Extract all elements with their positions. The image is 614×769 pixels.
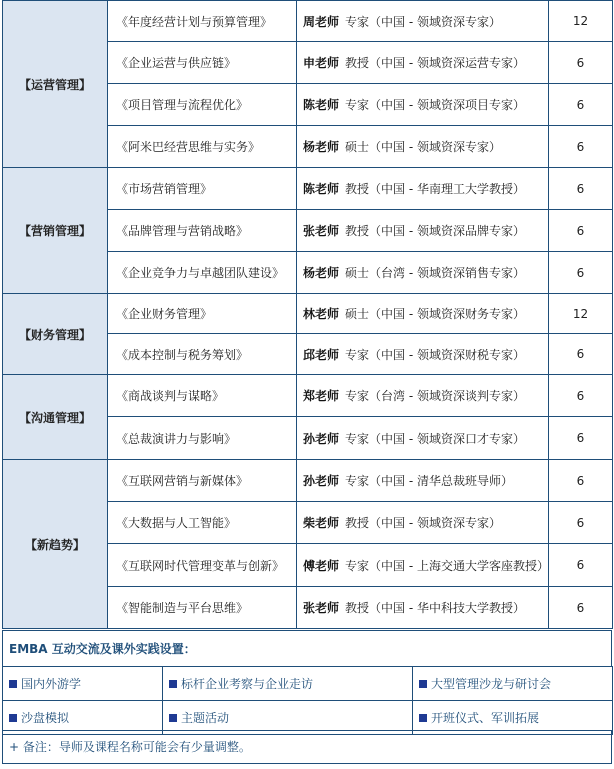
course-title: 《总裁演讲力与影响》 <box>108 417 297 460</box>
activity-label: 沙盘模拟 <box>21 711 70 725</box>
course-title: 《智能制造与平台思维》 <box>108 587 297 629</box>
course-hours: 12 <box>549 294 613 334</box>
activity-label: 大型管理沙龙与研讨会 <box>431 677 552 691</box>
course-row <box>3 168 613 210</box>
teacher-info: 专家（中国 - 上海交通大学客座教授） <box>345 558 549 573</box>
teacher-name: 陈老师 <box>303 98 340 112</box>
teacher-name: 申老师 <box>303 56 340 70</box>
course-title: 《项目管理与流程优化》 <box>108 84 297 126</box>
teacher-name: 周老师 <box>303 14 340 29</box>
category-label: 【营销管理】 <box>3 168 108 294</box>
teacher-cell <box>297 210 549 252</box>
course-hours: 12 <box>549 1 613 42</box>
teacher-name: 柴老师 <box>303 516 340 530</box>
teacher-cell <box>297 126 549 168</box>
teacher-info: 教授（中国 - 领域资深品牌专家） <box>345 224 525 238</box>
teacher-name: 张老师 <box>303 601 340 615</box>
course-hours: 6 <box>549 544 613 587</box>
teacher-cell <box>297 334 549 375</box>
teacher-cell <box>297 294 549 334</box>
teacher-cell <box>297 544 549 587</box>
teacher-info: 专家（中国 - 清华总裁班导师） <box>345 474 513 488</box>
teacher-info: 专家（中国 - 领域资深专家） <box>345 14 501 29</box>
activity-item <box>163 667 413 701</box>
category-label: 【财务管理】 <box>3 294 108 375</box>
square-bullet-icon <box>169 680 177 688</box>
teacher-info: 专家（中国 - 领域资深财税专家） <box>345 347 525 362</box>
activity-item <box>3 667 163 701</box>
course-row <box>3 1 613 42</box>
teacher-info: 教授（中国 - 领域资深专家） <box>345 516 501 530</box>
course-hours: 6 <box>549 126 613 168</box>
square-bullet-icon <box>169 714 177 722</box>
course-hours: 6 <box>549 334 613 375</box>
course-title: 《大数据与人工智能》 <box>108 502 297 544</box>
course-title: 《企业运营与供应链》 <box>108 42 297 84</box>
square-bullet-icon <box>9 680 17 688</box>
course-title: 《年度经营计划与预算管理》 <box>108 1 297 42</box>
teacher-cell <box>297 42 549 84</box>
teacher-info: 专家（台湾 - 领域资深谈判专家） <box>345 389 525 403</box>
category-label: 【运营管理】 <box>3 1 108 168</box>
activity-row <box>3 667 613 701</box>
teacher-cell <box>297 375 549 417</box>
course-title: 《商战谈判与谋略》 <box>108 375 297 417</box>
course-row <box>3 375 613 417</box>
teacher-name: 杨老师 <box>303 266 340 280</box>
teacher-name: 陈老师 <box>303 182 340 196</box>
course-hours: 6 <box>549 375 613 417</box>
course-hours: 6 <box>549 587 613 629</box>
course-title: 《互联网营销与新媒体》 <box>108 460 297 502</box>
teacher-info: 专家（中国 - 领域资深项目专家） <box>345 98 525 112</box>
teacher-name: 杨老师 <box>303 140 340 154</box>
teacher-info: 硕士（中国 - 领域资深财务专家） <box>345 307 525 321</box>
emba-title: EMBA 互动交流及课外实践设置： <box>2 630 612 666</box>
course-hours: 6 <box>549 84 613 126</box>
activity-label: 标杆企业考察与企业走访 <box>181 677 314 691</box>
teacher-name: 张老师 <box>303 224 340 238</box>
activity-item <box>413 667 613 701</box>
teacher-cell <box>297 1 549 42</box>
course-hours: 6 <box>549 210 613 252</box>
course-title: 《品牌管理与营销战略》 <box>108 210 297 252</box>
square-bullet-icon <box>419 680 427 688</box>
teacher-name: 郑老师 <box>303 389 340 403</box>
teacher-cell <box>297 460 549 502</box>
category-label: 【新趋势】 <box>3 460 108 629</box>
course-row <box>3 460 613 502</box>
course-title: 《市场营销管理》 <box>108 168 297 210</box>
teacher-name: 孙老师 <box>303 474 340 488</box>
teacher-info: 硕士（中国 - 领域资深专家） <box>345 140 501 154</box>
teacher-cell <box>297 502 549 544</box>
course-row <box>3 294 613 334</box>
course-title: 《互联网时代管理变革与创新》 <box>108 544 297 587</box>
note: + 备注：导师及课程名称可能会有少量调整。 <box>2 730 612 764</box>
course-title: 《成本控制与税务筹划》 <box>108 334 297 375</box>
teacher-cell <box>297 417 549 460</box>
teacher-info: 专家（中国 - 领域资深口才专家） <box>345 431 525 446</box>
teacher-cell <box>297 84 549 126</box>
activity-label: 开班仪式、军训拓展 <box>431 711 540 725</box>
course-hours: 6 <box>549 417 613 460</box>
teacher-info: 教授（中国 - 华中科技大学教授） <box>345 601 525 615</box>
category-label: 【沟通管理】 <box>3 375 108 460</box>
course-hours: 6 <box>549 502 613 544</box>
course-hours: 6 <box>549 42 613 84</box>
course-hours: 6 <box>549 252 613 294</box>
teacher-name: 林老师 <box>303 307 340 321</box>
course-title: 《阿米巴经营思维与实务》 <box>108 126 297 168</box>
teacher-info: 硕士（台湾 - 领域资深销售专家） <box>345 266 525 280</box>
teacher-cell <box>297 587 549 629</box>
course-hours: 6 <box>549 168 613 210</box>
teacher-cell <box>297 252 549 294</box>
emba-section <box>2 630 612 764</box>
course-title: 《企业竞争力与卓越团队建设》 <box>108 252 297 294</box>
teacher-info: 教授（中国 - 领域资深运营专家） <box>345 56 525 70</box>
square-bullet-icon <box>9 714 17 722</box>
teacher-info: 教授（中国 - 华南理工大学教授） <box>345 182 525 196</box>
course-title: 《企业财务管理》 <box>108 294 297 334</box>
square-bullet-icon <box>419 714 427 722</box>
teacher-name: 傅老师 <box>303 558 340 573</box>
activity-label: 主题活动 <box>181 711 230 725</box>
activity-label: 国内外游学 <box>21 677 82 691</box>
course-hours: 6 <box>549 460 613 502</box>
activity-grid <box>2 666 613 735</box>
teacher-name: 邱老师 <box>303 347 340 362</box>
teacher-name: 孙老师 <box>303 431 340 446</box>
teacher-cell <box>297 168 549 210</box>
curriculum-table <box>2 0 613 629</box>
